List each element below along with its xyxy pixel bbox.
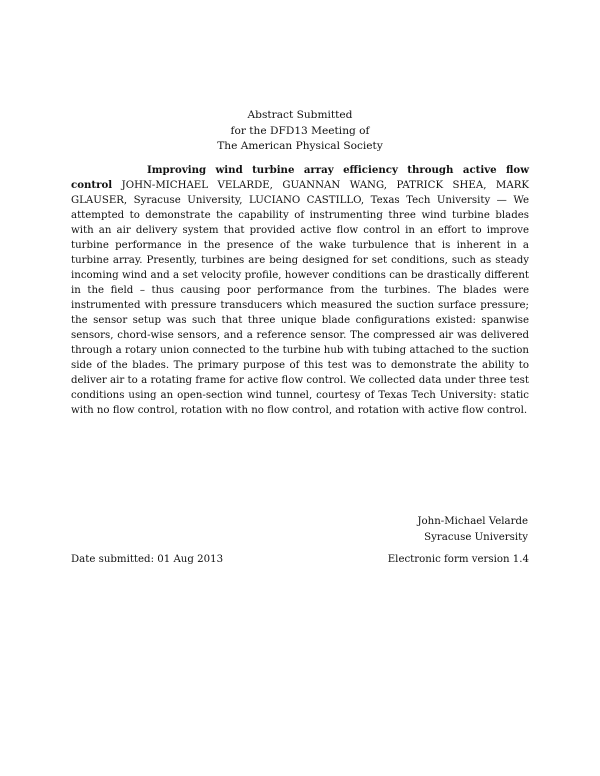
signature-block xyxy=(417,514,528,545)
abstract-text: We attempted to demonstrate the capability of instrumenting three wind turbine blades with an air delivery system that provided active flow control in an effort to improve turbine performance in the presence of the wake turbulence that is inherent in a turbine array. Presently, turbines are being designed for set conditions, such as steady incoming wind and a set velocity profile, however conditions can be drastically different in the field – thus causing poor performance from the turbines. The blades were instrumented with pressure transducers which measured the suction surface pressure; the sensor setup was such that three unique blade configurations existed: spanwise sensors, chord-wise sensors, and a reference sensor. The compressed air was delivered through a rotary union connected to the turbine hub with tubing attached to the suction side of the blades. The primary purpose of this test was to demonstrate the ability to deliver air to a rotating frame for active flow control. We collected data under three test conditions using an open-section wind tunnel, courtesy of Texas Tech University: static with no flow control, rotation with no flow control, and rotation with active flow control. xyxy=(71,195,529,416)
abstract-body xyxy=(71,163,529,418)
submission-header xyxy=(0,108,600,155)
abstract-authors: JOHN-MICHAEL VELARDE, GUANNAN WANG, PATRICK SHEA, MARK GLAUSER, Syracuse University, LUCIANO CASTILLO, Texas Tech University — xyxy=(71,180,529,206)
signature-affiliation: Syracuse University xyxy=(424,531,528,543)
header-line-meeting: for the DFD13 Meeting of xyxy=(230,124,370,137)
form-version: Electronic form version 1.4 xyxy=(387,554,529,565)
abstract-title: Improving wind turbine array efficiency through active flow control xyxy=(71,164,529,191)
date-submitted: Date submitted: 01 Aug 2013 xyxy=(71,554,224,565)
signature-name: John-Michael Velarde xyxy=(417,516,528,527)
header-line-abstract-submitted: Abstract Submitted xyxy=(247,109,353,121)
header-line-society: The American Physical Society xyxy=(217,140,383,153)
